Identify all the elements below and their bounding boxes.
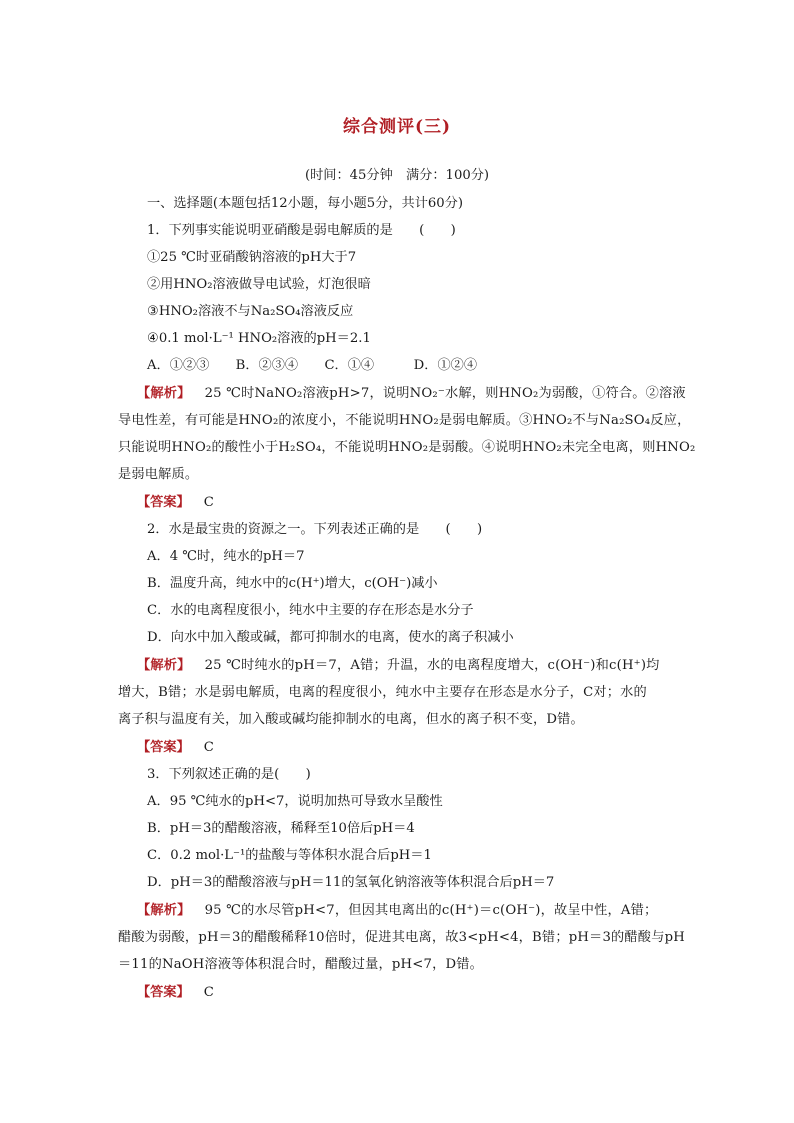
q1-statement-4: ④0.1 mol·L⁻¹ HNO₂溶液的pH＝2.1 [147,331,371,346]
q1-analysis-line-1 [137,385,686,403]
q3-analysis-text-1: 95 ℃的水尽管pH<7，但因其电离出的c(H⁺)＝c(OH⁻)，故呈中性，A错； [204,903,658,918]
q2-option-d: D．向水中加入酸或碱，都可抑制水的电离，使水的离子积减小 [147,630,514,645]
answer-label: 【答案】 [137,740,190,755]
q2-analysis-line-1 [137,657,660,675]
q2-option-b: B．温度升高，纯水中的c(H⁺)增大，c(OH⁻)减小 [147,576,438,591]
q1-answer-value: C [203,495,214,510]
q3-option-c: C．0.2 mol·L⁻¹的盐酸与等体积水混合后pH＝1 [147,848,432,863]
q3-option-d: D．pH＝3的醋酸溶液与pH＝11的氢氧化钠溶液等体积混合后pH＝7 [147,875,555,890]
answer-label: 【答案】 [137,985,190,1000]
q2-analysis-text-1: 25 ℃时纯水的pH＝7，A错；升温，水的电离程度增大，c(OH⁻)和c(H⁺)均 [204,658,660,673]
q3-analysis-line-2: 醋酸为弱酸，pH＝3的醋酸稀释10倍时，促进其电离，故3<pH<4，B错；pH＝3的醋酸与pH [118,930,685,945]
q1-statement-3: ③HNO₂溶液不与Na₂SO₄溶液反应 [147,304,354,319]
q2-option-c: C．水的电离程度很小，纯水中主要的存在形态是水分子 [147,603,474,618]
q2-option-a: A．4 ℃时，纯水的pH＝7 [147,549,305,564]
q3-answer-value: C [203,985,214,1000]
q1-analysis-line-3: 只能说明HNO₂的酸性小于H₂SO₄，不能说明HNO₂是弱酸。④说明HNO₂未完全电离，则HNO₂ [118,440,696,455]
q2-stem: 2．水是最宝贵的资源之一。下列表述正确的是 ( ) [147,522,483,537]
time-info: (时间：45分钟 满分：100分) [304,168,490,183]
page-title: 综合测评(三) [342,117,452,137]
q3-stem: 3．下列叙述正确的是( ) [147,767,311,782]
analysis-label: 【解析】 [137,658,191,673]
q1-answer [137,494,214,512]
q3-analysis-line-3: ＝11的NaOH溶液等体积混合时，醋酸过量，pH<7，D错。 [118,957,484,972]
q3-option-b: B．pH＝3的醋酸溶液，稀释至10倍后pH＝4 [147,821,415,836]
q1-analysis-line-2: 导电性差，有可能是HNO₂的浓度小，不能说明HNO₂是弱电解质。③HNO₂不与Na₂SO₄反应， [118,413,691,428]
section-heading: 一、选择题(本题包括12小题，每小题5分，共计60分) [147,196,463,211]
q1-statement-1: ①25 ℃时亚硝酸钠溶液的pH大于7 [147,250,357,265]
q1-stem: 1．下列事实能说明亚硝酸是弱电解质的是 ( ) [147,223,456,238]
q2-analysis-line-2: 增大，B错；水是弱电解质，电离的程度很小，纯水中主要存在形态是水分子，C对；水的 [118,685,647,700]
answer-label: 【答案】 [137,495,190,510]
q3-answer [137,984,214,1002]
q1-statement-2: ②用HNO₂溶液做导电试验，灯泡很暗 [147,277,371,292]
q2-answer [137,739,214,757]
q2-analysis-line-3: 离子积与温度有关，加入酸或碱均能抑制水的电离，但水的离子积不变，D错。 [118,712,584,727]
q1-analysis-text-1: 25 ℃时NaNO₂溶液pH>7，说明NO₂⁻水解，则HNO₂为弱酸，①符合。②溶液 [204,386,686,401]
q1-options: A．①②③ B．②③④ C．①④ D．①②④ [147,358,478,373]
q1-analysis-line-4: 是弱电解质。 [118,467,199,482]
q2-answer-value: C [203,740,214,755]
q3-analysis-line-1 [137,902,657,920]
q3-option-a: A．95 ℃纯水的pH<7，说明加热可导致水呈酸性 [147,794,443,809]
analysis-label: 【解析】 [137,386,191,401]
analysis-label: 【解析】 [137,903,191,918]
